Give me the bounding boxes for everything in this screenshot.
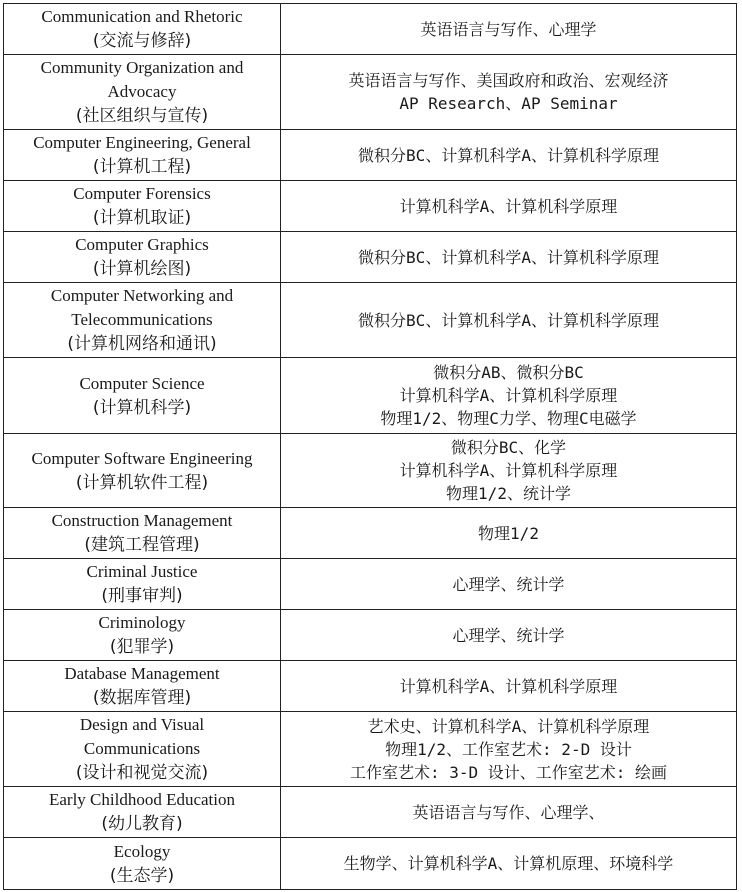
table-row <box>4 283 737 358</box>
course-line: 英语语言与写作、心理学、 <box>412 802 605 822</box>
table-row <box>4 358 737 434</box>
major-cell <box>4 4 281 55</box>
courses-cell <box>281 283 737 358</box>
major-english-name: Design and Visual <box>79 715 205 734</box>
table-row <box>4 55 737 130</box>
courses-cell <box>281 838 737 890</box>
courses-cell <box>281 712 737 787</box>
major-chinese-name: (生态学) <box>109 865 175 886</box>
courses-cell <box>281 787 737 838</box>
major-chinese-name: (计算机取证) <box>92 208 192 228</box>
courses-cell <box>281 55 737 130</box>
major-chinese-name: (交流与修辞) <box>92 31 192 51</box>
table-row <box>4 661 737 712</box>
course-line: 计算机科学A、计算机科学原理 <box>399 196 618 216</box>
courses-cell <box>281 130 737 181</box>
table-row <box>4 787 737 838</box>
courses-cell <box>281 358 737 434</box>
course-line: 英语语言与写作、心理学 <box>420 19 597 39</box>
major-english-name: Database Management <box>64 664 220 683</box>
course-line: 计算机科学A、计算机科学原理 <box>399 461 618 480</box>
major-chinese-name: (计算机绘图) <box>92 259 192 279</box>
major-cell <box>4 130 281 181</box>
major-cell <box>4 434 281 508</box>
course-line: 物理1/2、物理C力学、物理C电磁学 <box>380 409 637 428</box>
major-english-name: Computer Graphics <box>75 235 209 254</box>
majors-table <box>3 3 737 890</box>
course-line: 心理学、统计学 <box>452 625 565 645</box>
course-line: AP Research、AP Seminar <box>399 94 618 113</box>
major-cell <box>4 283 281 358</box>
major-chinese-name: (建筑工程管理) <box>84 535 200 555</box>
major-cell <box>4 610 281 661</box>
major-cell <box>4 55 281 130</box>
course-line: 英语语言与写作、美国政府和政治、宏观经济 <box>348 71 669 90</box>
course-line: 心理学、统计学 <box>452 574 565 594</box>
table-row <box>4 181 737 232</box>
table-row <box>4 232 737 283</box>
courses-cell <box>281 232 737 283</box>
major-english-name: Early Childhood Education <box>48 790 236 809</box>
course-line: 工作室艺术: 3-D 设计、工作室艺术: 绘画 <box>349 762 668 782</box>
table-row <box>4 434 737 508</box>
major-english-name: Community Organization and <box>40 58 244 77</box>
courses-cell <box>281 508 737 559</box>
course-line: 微积分AB、微积分BC <box>433 363 584 382</box>
course-line: 微积分BC、计算机科学A、计算机科学原理 <box>358 310 659 330</box>
table-row <box>4 838 737 890</box>
major-cell <box>4 358 281 434</box>
major-cell <box>4 508 281 559</box>
major-chinese-name: (犯罪学) <box>109 637 175 657</box>
major-english-name: Computer Science <box>79 373 205 393</box>
majors-table-body <box>4 4 737 890</box>
major-english-name: Computer Software Engineering <box>31 448 253 468</box>
major-english-name: Computer Forensics <box>73 184 211 203</box>
major-chinese-name: (计算机网络和通讯) <box>67 334 217 354</box>
course-line: 生物学、计算机科学A、计算机原理、环境科学 <box>343 854 674 873</box>
major-cell <box>4 787 281 838</box>
course-line: 微积分BC、计算机科学A、计算机科学原理 <box>358 247 659 267</box>
major-chinese-name: (刑事审判) <box>101 586 183 606</box>
major-chinese-name: (计算机软件工程) <box>75 472 209 493</box>
major-chinese-name: (计算机工程) <box>92 157 192 177</box>
courses-cell <box>281 661 737 712</box>
major-chinese-name: (幼儿教育) <box>101 814 183 834</box>
courses-cell <box>281 559 737 610</box>
major-cell <box>4 181 281 232</box>
course-line: 微积分BC、化学 <box>450 438 567 457</box>
major-english-name: Criminology <box>98 613 186 632</box>
table-row <box>4 559 737 610</box>
table-row <box>4 4 737 55</box>
table-row <box>4 130 737 181</box>
table-row <box>4 508 737 559</box>
major-cell <box>4 232 281 283</box>
courses-cell <box>281 4 737 55</box>
course-line: 计算机科学A、计算机科学原理 <box>399 676 618 696</box>
major-cell <box>4 712 281 787</box>
courses-cell <box>281 610 737 661</box>
major-english-name: Communication and Rhetoric <box>41 7 243 26</box>
major-chinese-name: (数据库管理) <box>92 688 192 708</box>
major-english-name: Ecology <box>113 841 171 861</box>
table-row <box>4 712 737 787</box>
major-english-name: Computer Engineering, General <box>33 133 251 152</box>
course-line: 物理1/2、工作室艺术: 2-D 设计 <box>385 739 632 759</box>
major-english-name: Construction Management <box>51 511 233 530</box>
major-chinese-name: (社区组织与宣传) <box>75 106 209 126</box>
major-english-name: Criminal Justice <box>86 562 198 581</box>
major-chinese-name: (设计和视觉交流) <box>75 763 209 783</box>
major-english-name: Communications <box>83 739 201 758</box>
major-cell <box>4 838 281 890</box>
major-english-name: Telecommunications <box>71 310 213 329</box>
course-line: 微积分BC、计算机科学A、计算机科学原理 <box>358 145 659 165</box>
major-cell <box>4 559 281 610</box>
major-english-name: Computer Networking and <box>50 286 234 305</box>
course-line: 计算机科学A、计算机科学原理 <box>399 386 618 405</box>
course-line: 物理1/2、统计学 <box>446 484 571 503</box>
table-row <box>4 610 737 661</box>
course-line: 艺术史、计算机科学A、计算机科学原理 <box>367 716 650 736</box>
major-english-name: Advocacy <box>107 82 177 101</box>
courses-cell <box>281 434 737 508</box>
course-line: 物理1/2 <box>478 523 539 543</box>
courses-cell <box>281 181 737 232</box>
major-cell <box>4 661 281 712</box>
major-chinese-name: (计算机科学) <box>92 397 192 418</box>
